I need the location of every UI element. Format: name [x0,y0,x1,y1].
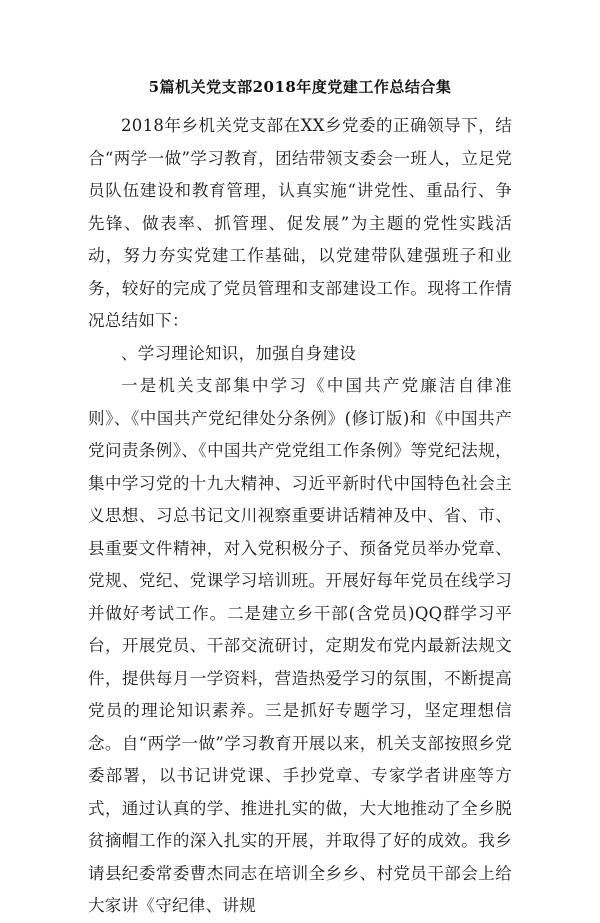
document-body [88,110,512,923]
document-title: 5篇机关党支部2018年度党建工作总结合集 [148,78,452,96]
paragraph-intro: 2018年乡机关党支部在XX乡党委的正确领导下，结合“两学一做”学习教育，团结带领支委会一班人，立足党员队伍建设和教育管理，认真实施“讲党性、重品行、争先锋、做表率、抓管理、促发展”为主题的党性实践活动，努力夯实党建工作基础，以党建带队建强班子和业务，较好的完成了党员管理和支部建设工作。现将工作情况总结如下： [88,116,512,330]
section-heading-study: 、学习理论知识，加强自身建设 [121,343,357,363]
paragraph-study: 一是机关支部集中学习《中国共产党廉洁自律准则》、《中国共产党纪律处分条例》(修订版)和《中国共产党问责条例》、《中国共产党党组工作条例》等党纪法规，集中学习党的十九大精神、习近平新时代中国特色社会主义思想、习总书记文川视察重要讲话精神及中、省、市、县重要文件精神，对入党积极分子、预备党员举办党章、党规、党纪、党课学习培训班。开展好每年党员在线学习并做好考试工作。二是建立乡干部(含党员)QQ群学习平台，开展党员、干部交流研讨，定期发布党内最新法规文件，提供每月一学资料，营造热爱学习的氛围，不断提高党员的理论知识素养。三是抓好专题学习，坚定理想信念。自“两学一做”学习教育开展以来，机关支部按照乡党委部署，以书记讲党课、手抄党章、专家学者讲座等方式，通过认真的学、推进扎实的做，大大地推动了全乡脱贫摘帽工作的深入扎实的开展，并取得了好的成效。我乡请县纪委常委曹杰同志在培训全乡乡、村党员干部会上给大家讲《守纪律、讲规 [88,376,512,915]
